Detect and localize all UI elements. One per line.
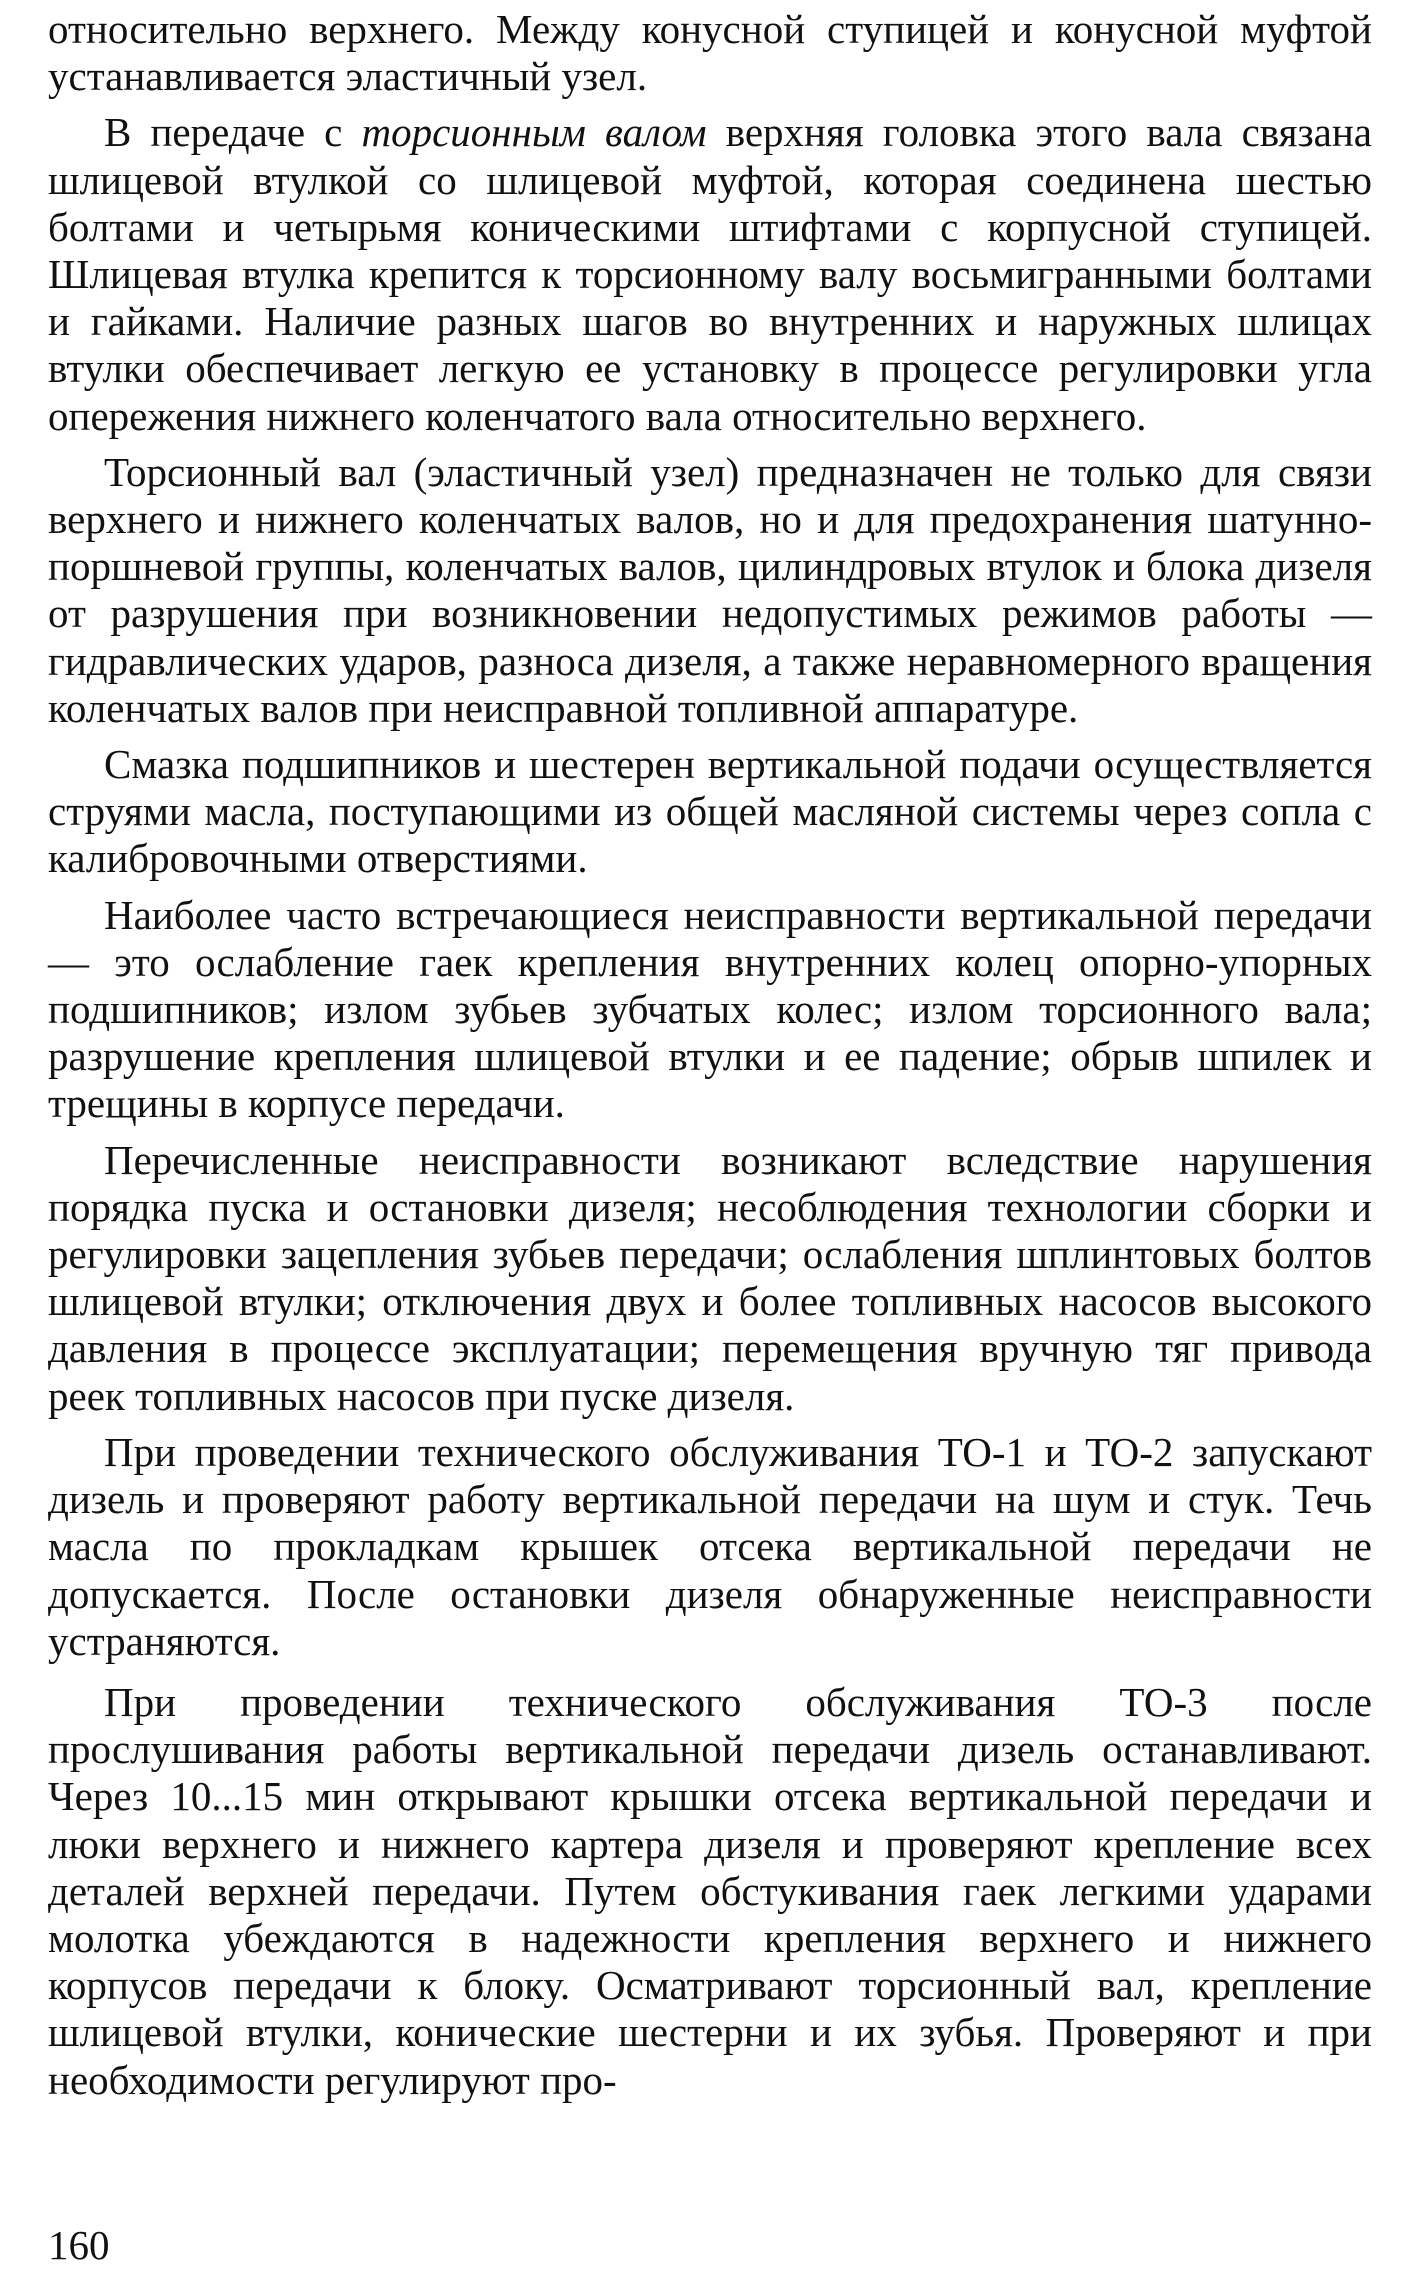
paragraph-5: Наиболее часто встречающиеся неисправности вертикальной передачи — это ослабление гаек крепления внутренних колец опорно-упорных подшипников; излом зубьев зубчатых колес; излом торсионного вала; разрушение крепления шлицевой втулки и ее падение; обрыв шпилек и трещины в корпусе передачи. [48, 891, 1372, 1127]
page-number: 160 [48, 2222, 110, 2268]
paragraph-2-emphasis: торсионным валом [361, 109, 707, 156]
page-body [48, 6, 1372, 2104]
paragraph-3: Торсионный вал (эластичный узел) предназначен не только для связи верхнего и нижнего коленчатых валов, но и для предохранения шатунно-поршневой группы, коленчатых валов, цилиндровых втулок и блока дизеля от разрушения при возникновении недопустимых режимов работы — гидравлических ударов, разноса дизеля, а также неравномерного вращения коленчатых валов при неисправной топливной аппаратуре. [48, 448, 1372, 731]
paragraph-8: При проведении технического обслуживания ТО-3 после прослушивания работы вертикальной передачи дизель останавливают. Через 10...15 мин открывают крышки отсека вертикальной передачи и люки верхнего и нижнего картера дизеля и проверяют крепление всех деталей верхней передачи. Путем обстукивания гаек легкими ударами молотка убеждаются в надежности крепления верхнего и нижнего корпусов передачи к блоку. Осматривают торсионный вал, крепление шлицевой втулки, конические шестерни и их зубья. Проверяют и при необходимости регулируют про- [48, 1678, 1372, 2103]
paragraph-2-prefix: В передаче с [104, 109, 362, 156]
paragraph-2-text: верхняя головка этого вала связана шлицевой втулкой со шлицевой муфтой, которая соединена шестью болтами и четырьмя коническими штифтами с корпусной ступицей. Шлицевая втулка крепится к торсионному валу восьмигранными болтами и гайками. Наличие разных шагов во внутренних и наружных шлицах втулки обеспечивает легкую ее установку в процессе регулировки угла опережения нижнего коленчатого вала относительно верхнего. [48, 109, 1373, 439]
paragraph-2 [48, 109, 1372, 439]
paragraph-6: Перечисленные неисправности возникают вследствие нарушения порядка пуска и остановки дизеля; несоблюдения технологии сборки и регулировки зацепления зубьев передачи; ослабления шплинтовых болтов шлицевой втулки; отключения двух и более топливных насосов высокого давления в процессе эксплуатации; перемещения вручную тяг привода реек топливных насосов при пуске дизеля. [48, 1136, 1372, 1419]
paragraph-7: При проведении технического обслуживания ТО-1 и ТО-2 запускают дизель и проверяют работу вертикальной передачи на шум и стук. Течь масла по прокладкам крышек отсека вертикальной передачи не допускается. После остановки дизеля обнаруженные неисправности устраняются. [48, 1428, 1372, 1664]
paragraph-1: относительно верхнего. Между конусной ступицей и конусной муфтой устанавливается эластичный узел. [48, 6, 1372, 100]
paragraph-4: Смазка подшипников и шестерен вертикальной подачи осуществляется струями масла, поступающими из общей масляной системы через сопла с калибровочными отверстиями. [48, 741, 1372, 882]
